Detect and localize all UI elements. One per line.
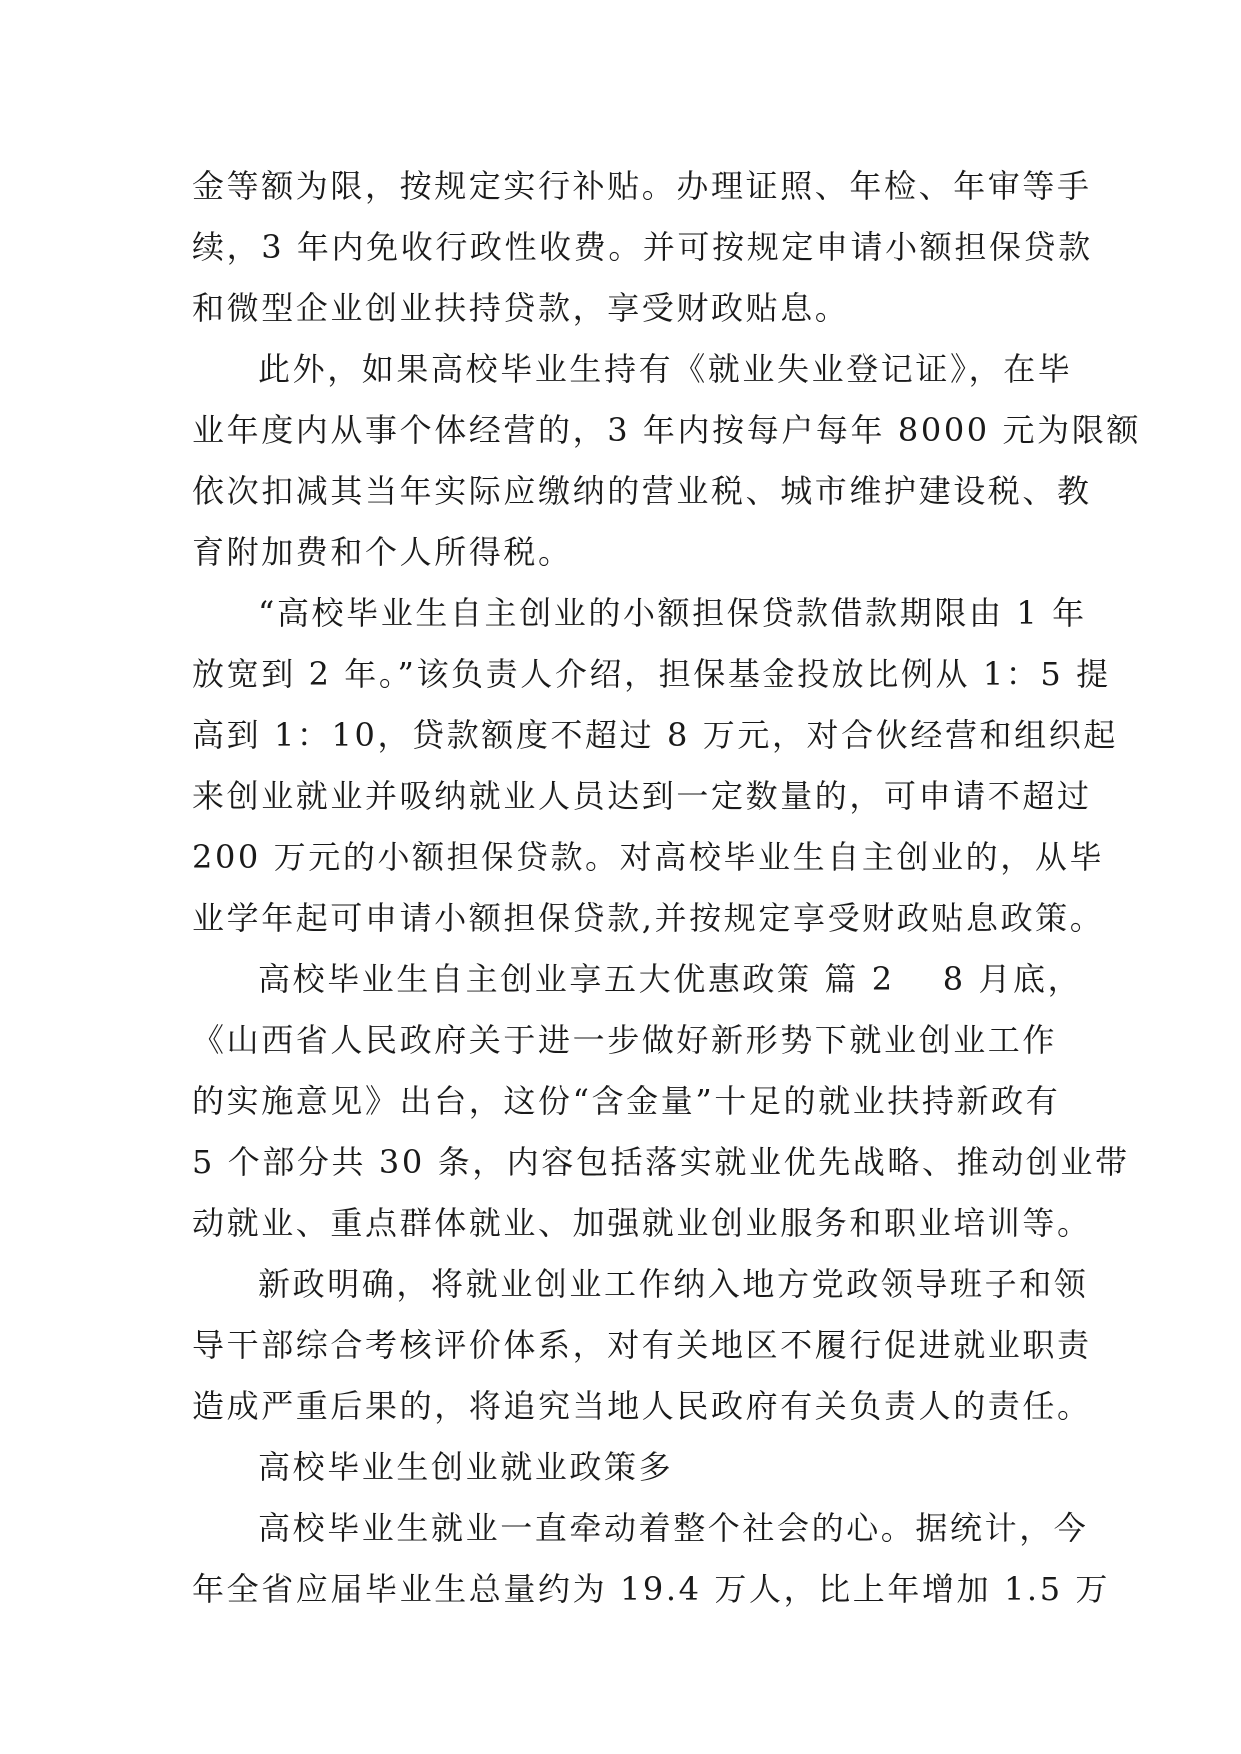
text-line: 和微型企业创业扶持贷款，享受财政贴息。	[192, 289, 850, 327]
text-line: 动就业、重点群体就业、加强就业创业服务和职业培训等。	[192, 1204, 1092, 1242]
text-line: 育附加费和个人所得税。	[192, 533, 573, 571]
text-line: 金等额为限，按规定实行补贴。办理证照、年检、年审等手	[192, 167, 1092, 205]
text-line: 年全省应届毕业生总量约为 19.4 万人，比上年增加 1.5 万	[192, 1570, 1111, 1608]
text-line: 业学年起可申请小额担保贷款,并按规定享受财政贴息政策。	[192, 899, 1105, 937]
text-line: 高到 1：10，贷款额度不超过 8 万元，对合伙经营和组织起	[192, 716, 1118, 754]
subheading: 高校毕业生创业就业政策多	[258, 1448, 674, 1486]
text-line: 导干部综合考核评价体系，对有关地区不履行促进就业职责	[192, 1326, 1092, 1364]
text-line: 业年度内从事个体经营的，3 年内按每户每年 8000 元为限额	[192, 411, 1141, 449]
text-line: 依次扣减其当年实际应缴纳的营业税、城市维护建设税、教	[192, 472, 1092, 510]
text-line: 放宽到 2 年。”该负责人介绍，担保基金投放比例从 1：5 提	[192, 655, 1111, 693]
text-line	[192, 949, 1083, 1010]
text-line: 此外，如果高校毕业生持有《就业失业登记证》，在毕	[258, 350, 1073, 388]
text-line: 造成严重后果的，将追究当地人民政府有关负责人的责任。	[192, 1387, 1092, 1425]
text-line: “高校毕业生自主创业的小额担保贷款借款期限由 1 年	[258, 594, 1087, 632]
body-text	[192, 156, 1141, 1620]
section-heading: 高校毕业生自主创业享五大优惠政策 篇 2	[258, 960, 895, 998]
text-line: 续，3 年内免收行政性收费。并可按规定申请小额担保贷款	[192, 228, 1093, 266]
text-line: 5 个部分共 30 条，内容包括落实就业优先战略、推动创业带	[192, 1143, 1130, 1181]
text-line: 高校毕业生就业一直牵动着整个社会的心。据统计，今	[258, 1509, 1089, 1547]
text-line: 新政明确，将就业创业工作纳入地方党政领导班子和领	[258, 1265, 1089, 1303]
text-line: 来创业就业并吸纳就业人员达到一定数量的，可申请不超过	[192, 777, 1092, 815]
text-line: 200 万元的小额担保贷款。对高校毕业生自主创业的，从毕	[192, 838, 1105, 876]
text-line-tail: 8 月底，	[942, 960, 1083, 998]
text-line: 《山西省人民政府关于进一步做好新形势下就业创业工作	[192, 1021, 1058, 1059]
text-line: 的实施意见》出台，这份“含金量”十足的就业扶持新政有	[192, 1082, 1061, 1120]
